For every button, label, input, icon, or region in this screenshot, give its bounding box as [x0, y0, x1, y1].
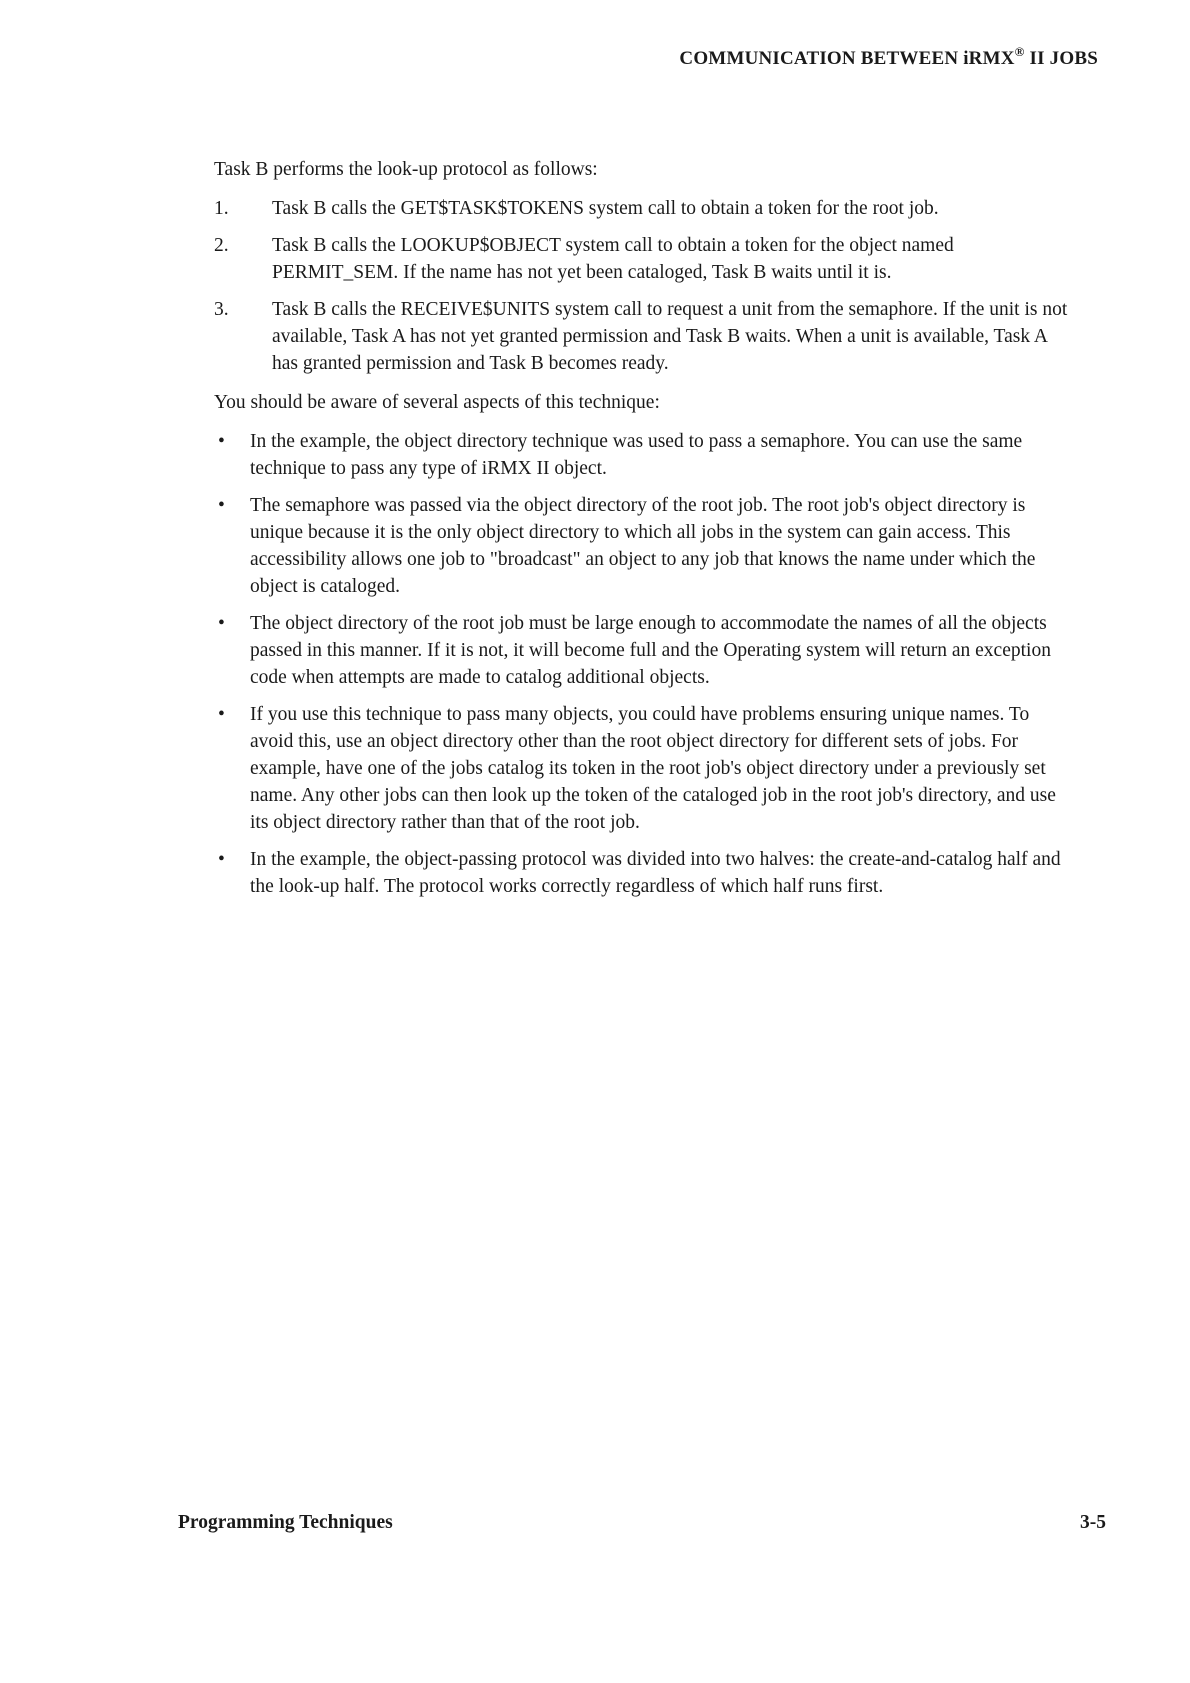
list-item	[214, 428, 1074, 482]
step-number: 1.	[214, 198, 229, 219]
bullet-text: The semaphore was passed via the object directory of the root job. The root job's object directory is unique because it is the only object directory to which all jobs in the system can gain access. This accessibility allows one job to "broadcast" an object to any job that knows the name under which the object is cataloged.	[250, 495, 1036, 597]
protocol-steps-list	[214, 195, 1074, 377]
list-item	[214, 701, 1074, 836]
list-item	[214, 492, 1074, 600]
footer-section-title: Programming Techniques	[178, 1512, 393, 1533]
header-title-prefix: COMMUNICATION BETWEEN iRMX	[679, 48, 1015, 69]
bullet-text: In the example, the object directory technique was used to pass a semaphore. You can use the same technique to pass any type of iRMX II object.	[250, 431, 1023, 479]
list-item	[214, 195, 1074, 222]
registered-mark: ®	[1014, 44, 1025, 59]
step-text: Task B calls the GET$TASK$TOKENS system call to obtain a token for the root job.	[272, 198, 939, 219]
bullet-text: The object directory of the root job must be large enough to accommodate the names of all the objects passed in this manner. If it is not, it will become full and the Operating system will return an exception code when attempts are made to catalog additional objects.	[250, 613, 1051, 688]
bullet-icon: •	[218, 704, 225, 725]
bullet-icon: •	[218, 613, 225, 634]
list-item	[214, 296, 1074, 377]
running-header	[679, 44, 1098, 70]
bullet-icon: •	[218, 431, 225, 452]
bullet-text: In the example, the object-passing protocol was divided into two halves: the create-and-catalog half and the look-up half. The protocol works correctly regardless of which half runs first.	[250, 849, 1061, 897]
list-item	[214, 232, 1074, 286]
bullet-text: If you use this technique to pass many objects, you could have problems ensuring unique names. To avoid this, use an object directory other than the root object directory for different sets of jobs. For example, have one of the jobs catalog its token in the root job's object directory under a previously set name. Any other jobs can then look up the token of the cataloged job in the root job's directory, and use its object directory rather than that of the root job.	[250, 704, 1056, 833]
bullet-icon: •	[218, 849, 225, 870]
step-text: Task B calls the RECEIVE$UNITS system call to request a unit from the semaphore. If the unit is not available, Task A has not yet granted permission and Task B waits. When a unit is available, Task A has granted permission and Task B becomes ready.	[272, 299, 1068, 374]
header-title-suffix: II JOBS	[1024, 48, 1098, 69]
step-number: 2.	[214, 235, 229, 256]
intro-paragraph: Task B performs the look-up protocol as follows:	[214, 159, 598, 180]
step-text: Task B calls the LOOKUP$OBJECT system call to obtain a token for the object named PERMIT_SEM. If the name has not yet been cataloged, Task B waits until it is.	[272, 235, 954, 283]
footer-page-number: 3-5	[1080, 1512, 1106, 1533]
list-item	[214, 610, 1074, 691]
bullet-icon: •	[218, 495, 225, 516]
step-number: 3.	[214, 299, 229, 320]
aspects-intro-paragraph: You should be aware of several aspects of this technique:	[214, 392, 660, 413]
aspects-bullet-list	[214, 428, 1074, 900]
list-item	[214, 846, 1074, 900]
page-body	[214, 156, 1074, 912]
